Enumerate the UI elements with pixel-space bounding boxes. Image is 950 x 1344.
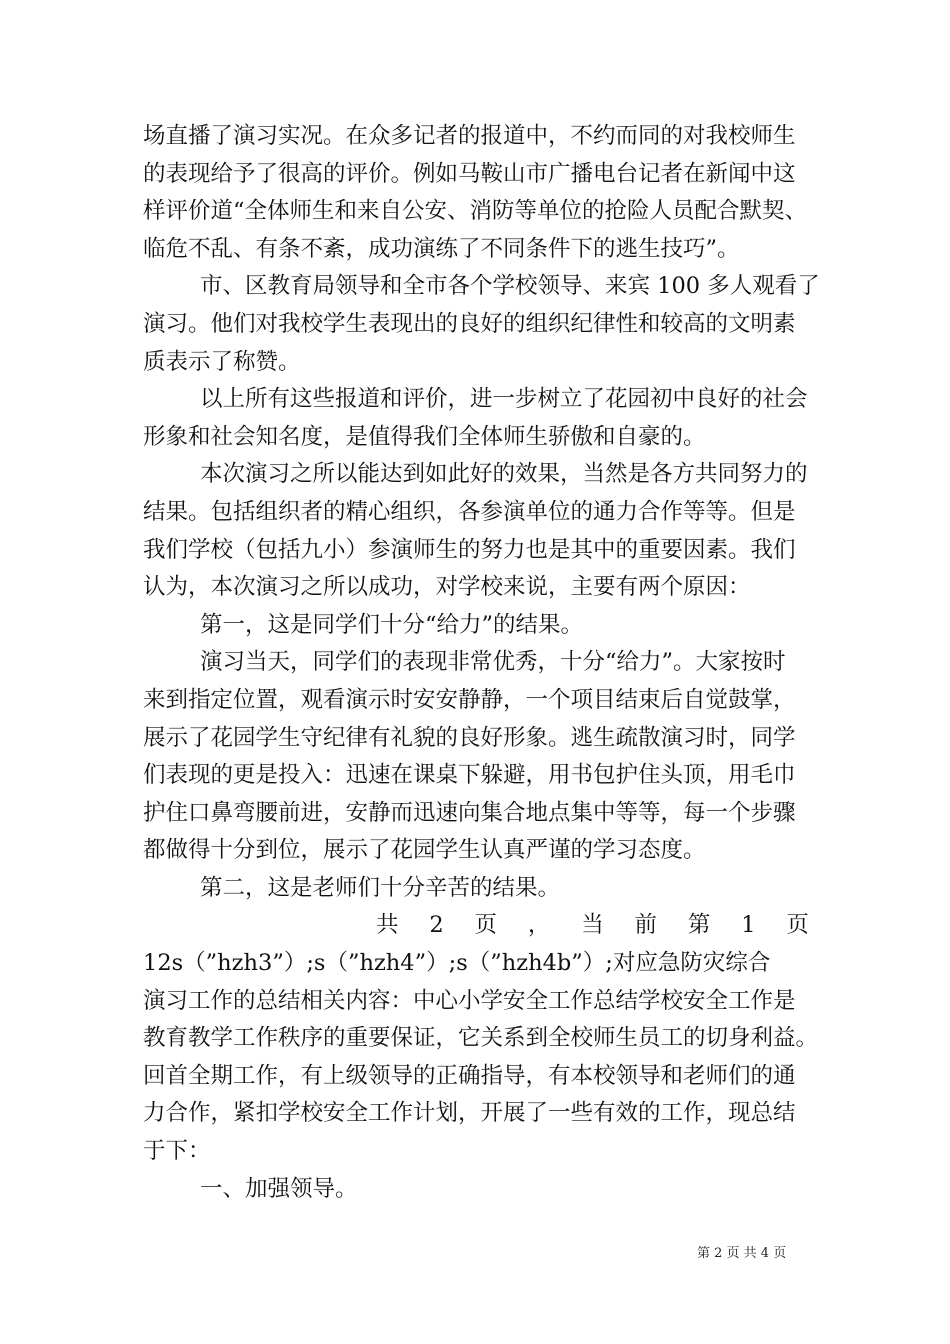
page-marker-char: 第 <box>687 912 711 939</box>
text-line: 结果。包括组织者的精心组织，各参演单位的通力合作等等。但是 <box>143 498 796 525</box>
page-marker-char: 共 <box>376 912 399 939</box>
text-line: 样评价道“全体师生和来自公安、消防等单位的抢险人员配合默契、 <box>143 198 808 225</box>
text-line: 教育教学工作秩序的重要保证，它关系到全校师生员工的切身利益。 <box>143 1025 819 1052</box>
text-line: 本次演习之所以能达到如此好的效果，当然是各方共同努力的 <box>200 461 808 488</box>
page-marker-char: 2 <box>429 912 444 939</box>
text-line: 演习当天，同学们的表现非常优秀，十分“给力”。大家按时 <box>200 649 786 676</box>
page-marker-char: 页 <box>786 912 809 939</box>
text-line: 12s（”hzh3”）;s（”hzh4”）;s（”hzh4b”）;对应急防灾综合 <box>143 950 771 977</box>
text-line: 的表现给予了很高的评价。例如马鞍山市广播电台记者在新闻中这 <box>143 160 796 187</box>
text-line: 护住口鼻弯腰前进，安静而迅速向集合地点集中等等，每一个步骤 <box>143 799 796 826</box>
page-marker-char: ， <box>527 912 551 939</box>
text-line: 演习工作的总结相关内容：中心小学安全工作总结学校安全工作是 <box>143 987 796 1014</box>
text-line: 以上所有这些报道和评价，进一步树立了花园初中良好的社会 <box>200 386 808 413</box>
text-line: 认为，本次演习之所以成功，对学校来说，主要有两个原因： <box>143 574 751 601</box>
text-line: 场直播了演习实况。在众多记者的报道中，不约而同的对我校师生 <box>143 123 796 149</box>
page-footer: 第 2 页 共 4 页 <box>697 1246 787 1261</box>
page-marker-char: 页 <box>474 912 498 939</box>
text-line: 都做得十分到位，展示了花园学生认真严谨的学习态度。 <box>143 837 706 864</box>
text-line: 演习。他们对我校学生表现出的良好的组织纪律性和较高的文明素 <box>143 310 796 337</box>
text-line: 第一，这是同学们十分“给力”的结果。 <box>200 611 584 638</box>
page-marker-char: 前 <box>634 912 658 939</box>
text-line: 于下： <box>143 1138 211 1165</box>
text-line: 回首全期工作，有上级领导的正确指导，有本校领导和老师们的通 <box>143 1062 796 1089</box>
text-line: 力合作，紧扣学校安全工作计划，开展了一些有效的工作，现总结 <box>143 1100 796 1127</box>
text-line: 我们学校（包括九小）参演师生的努力也是其中的重要因素。我们 <box>143 536 796 563</box>
text-line: 们表现的更是投入：迅速在课桌下躲避，用书包护住头顶，用毛巾 <box>143 762 796 789</box>
text-line: 质表示了称赞。 <box>143 348 301 375</box>
text-line: 来到指定位置，观看演示时安安静静，一个项目结束后自觉鼓掌， <box>143 686 796 713</box>
text-line: 市、区教育局领导和全市各个学校领导、来宾 100 多人观看了 <box>200 273 820 300</box>
text-line: 展示了花园学生守纪律有礼貌的良好形象。逃生疏散演习时，同学 <box>143 724 796 751</box>
text-line: 形象和社会知名度，是值得我们全体师生骄傲和自豪的。 <box>143 423 706 450</box>
text-line: 临危不乱、有条不紊，成功演练了不同条件下的逃生技巧”。 <box>143 235 740 262</box>
text-line: 第二，这是老师们十分辛苦的结果。 <box>200 874 561 901</box>
page-marker <box>143 907 809 945</box>
page-marker-char: 当 <box>581 912 604 939</box>
text-line: 一、加强领导。 <box>200 1175 358 1202</box>
document-body <box>143 118 820 1208</box>
page-marker-char: 1 <box>741 912 756 939</box>
